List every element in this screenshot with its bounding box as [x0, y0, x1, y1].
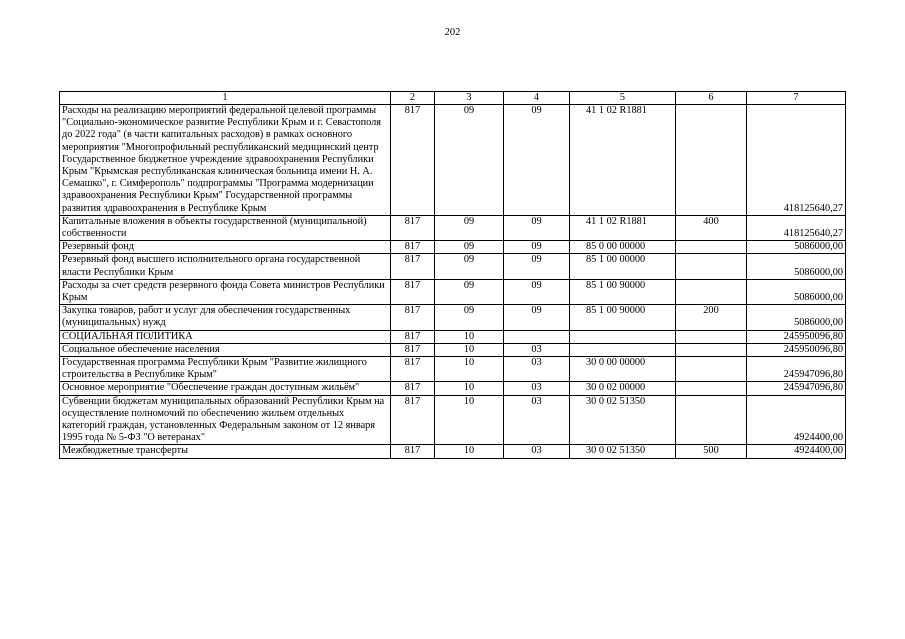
description-cell: Расходы за счет средств резервного фонда Совета министров Республики Крым	[60, 279, 391, 304]
amount-cell: 245947096,80	[747, 382, 846, 395]
subsection-cell: 03	[504, 395, 570, 445]
header-cell: 4	[504, 92, 570, 105]
subsection-cell: 09	[504, 254, 570, 279]
budget-table	[59, 91, 846, 459]
header-cell: 7	[747, 92, 846, 105]
admin-code-cell: 817	[391, 254, 435, 279]
section-cell: 10	[435, 382, 504, 395]
amount-cell: 245950096,80	[747, 330, 846, 343]
expense-type-cell	[676, 241, 747, 254]
target-article-cell: 85 0 00 00000	[570, 241, 676, 254]
expense-type-cell	[676, 395, 747, 445]
admin-code-cell: 817	[391, 279, 435, 304]
description-cell: Капитальные вложения в объекты государственной (муниципальной) собственности	[60, 215, 391, 240]
header-cell: 6	[676, 92, 747, 105]
expense-type-cell	[676, 330, 747, 343]
subsection-cell: 09	[504, 241, 570, 254]
expense-type-cell	[676, 105, 747, 216]
expense-type-cell	[676, 254, 747, 279]
amount-cell: 4924400,00	[747, 395, 846, 445]
subsection-cell: 09	[504, 305, 570, 330]
admin-code-cell: 817	[391, 215, 435, 240]
target-article-cell	[570, 330, 676, 343]
subsection-cell: 03	[504, 357, 570, 382]
description-cell: Резервный фонд	[60, 241, 391, 254]
table-row	[60, 215, 846, 240]
expense-type-cell: 400	[676, 215, 747, 240]
admin-code-cell: 817	[391, 105, 435, 216]
table-row	[60, 254, 846, 279]
description-cell: Расходы на реализацию мероприятий федеральной целевой программы "Социально-экономическое развитие Республики Крым и г. Севастополя до 2022 года" (в части капитальных расходов) в рамках основного мероприятия "Многопрофильный республиканский медицинский центр Государственное бюджетное учреждение здравоохранения Республики Крым "Крымская республиканская клиническая больница имени Н. А. Семашко", г. Симферополь" подпрограммы "Программа модернизации здравоохранения Республики Крым" Государственной программы развития здравоохранения в Республике Крым	[60, 105, 391, 216]
section-cell: 09	[435, 241, 504, 254]
target-article-cell: 85 1 00 00000	[570, 254, 676, 279]
section-cell: 10	[435, 330, 504, 343]
admin-code-cell: 817	[391, 305, 435, 330]
amount-cell: 5086000,00	[747, 279, 846, 304]
section-cell: 09	[435, 279, 504, 304]
expense-type-cell: 500	[676, 445, 747, 458]
amount-cell: 5086000,00	[747, 254, 846, 279]
header-cell: 3	[435, 92, 504, 105]
admin-code-cell: 817	[391, 330, 435, 343]
amount-cell: 245947096,80	[747, 357, 846, 382]
target-article-cell: 85 1 00 90000	[570, 305, 676, 330]
target-article-cell: 30 0 02 51350	[570, 395, 676, 445]
subsection-cell: 09	[504, 105, 570, 216]
description-cell: Закупка товаров, работ и услуг для обеспечения государственных (муниципальных) нужд	[60, 305, 391, 330]
description-cell: Основное мероприятие "Обеспечение граждан доступным жильём"	[60, 382, 391, 395]
target-article-cell: 41 1 02 R1881	[570, 105, 676, 216]
table-row	[60, 279, 846, 304]
admin-code-cell: 817	[391, 445, 435, 458]
header-row	[60, 92, 846, 105]
admin-code-cell: 817	[391, 343, 435, 356]
table-row	[60, 330, 846, 343]
amount-cell: 245950096,80	[747, 343, 846, 356]
expense-type-cell: 200	[676, 305, 747, 330]
section-cell: 10	[435, 357, 504, 382]
admin-code-cell: 817	[391, 395, 435, 445]
expense-type-cell	[676, 382, 747, 395]
table-row	[60, 382, 846, 395]
subsection-cell: 03	[504, 343, 570, 356]
header-cell: 2	[391, 92, 435, 105]
target-article-cell: 30 0 02 00000	[570, 382, 676, 395]
amount-cell: 418125640,27	[747, 215, 846, 240]
section-cell: 09	[435, 254, 504, 279]
admin-code-cell: 817	[391, 382, 435, 395]
section-cell: 10	[435, 445, 504, 458]
description-cell: Субвенции бюджетам муниципальных образований Республики Крым на осуществление полномочий по обеспечению жильем отдельных категорий граждан, установленных Федеральным законом от 12 января 1995 года № 5-ФЗ "О ветеранах"	[60, 395, 391, 445]
target-article-cell	[570, 343, 676, 356]
section-cell: 10	[435, 395, 504, 445]
target-article-cell: 85 1 00 90000	[570, 279, 676, 304]
header-cell: 5	[570, 92, 676, 105]
target-article-cell: 30 0 02 51350	[570, 445, 676, 458]
table-row	[60, 305, 846, 330]
target-article-cell: 30 0 00 00000	[570, 357, 676, 382]
admin-code-cell: 817	[391, 357, 435, 382]
table-row	[60, 445, 846, 458]
section-cell: 09	[435, 105, 504, 216]
section-cell: 09	[435, 305, 504, 330]
amount-cell: 418125640,27	[747, 105, 846, 216]
subsection-cell: 03	[504, 382, 570, 395]
description-cell: Резервный фонд высшего исполнительного органа государственной власти Республики Крым	[60, 254, 391, 279]
amount-cell: 5086000,00	[747, 241, 846, 254]
section-cell: 09	[435, 215, 504, 240]
section-cell: 10	[435, 343, 504, 356]
page-number: 202	[444, 27, 461, 38]
table-row	[60, 241, 846, 254]
subsection-cell: 09	[504, 279, 570, 304]
description-cell: Государственная программа Республики Крым "Развитие жилищного строительства в Республике Крым"	[60, 357, 391, 382]
target-article-cell: 41 1 02 R1881	[570, 215, 676, 240]
subsection-cell: 09	[504, 215, 570, 240]
subsection-cell	[504, 330, 570, 343]
table-body	[60, 92, 846, 459]
amount-cell: 5086000,00	[747, 305, 846, 330]
expense-type-cell	[676, 279, 747, 304]
subsection-cell: 03	[504, 445, 570, 458]
description-cell: Межбюджетные трансферты	[60, 445, 391, 458]
admin-code-cell: 817	[391, 241, 435, 254]
expense-type-cell	[676, 343, 747, 356]
table-row	[60, 395, 846, 445]
table-row	[60, 105, 846, 216]
header-cell: 1	[60, 92, 391, 105]
table-row	[60, 343, 846, 356]
description-cell: СОЦИАЛЬНАЯ ПОЛИТИКА	[60, 330, 391, 343]
expense-type-cell	[676, 357, 747, 382]
description-cell: Социальное обеспечение населения	[60, 343, 391, 356]
table-row	[60, 357, 846, 382]
amount-cell: 4924400,00	[747, 445, 846, 458]
